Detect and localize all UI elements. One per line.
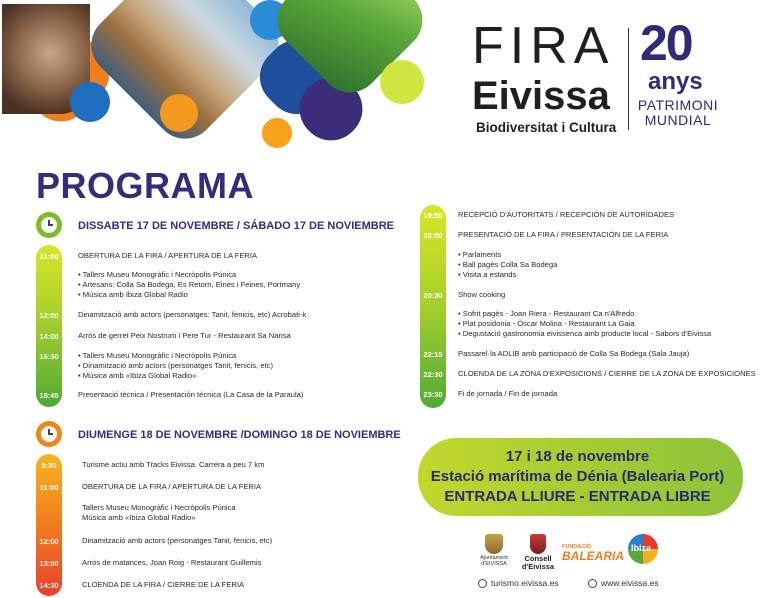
event-line: Turisme actiu amb Tracks Eivissa. Carrera a peu 7 km (82, 460, 265, 469)
event-line: Presentació tècnica / Presentación técnica (La Casa de la Paraula) (78, 390, 304, 399)
event-time: 20:30 (423, 291, 443, 300)
event-item (78, 390, 303, 400)
heritage-label: PATRIMONI MUNDIAL (637, 97, 719, 128)
event-item (458, 309, 711, 339)
event-item (82, 460, 264, 470)
event-line: • Dinamització amb actors (personatges Tanit, fenicis, etc) (78, 361, 273, 371)
event-time: 22:30 (423, 370, 443, 379)
event-time: 12:00 (39, 311, 59, 320)
event-item (458, 210, 674, 220)
event-line: Música amb «Ibiza Global Radio» (82, 513, 196, 523)
event-item (458, 389, 557, 399)
clock-icon (36, 421, 62, 447)
event-line: Passarel·la ADLIB amb participació de Colla Sa Bodega (Sala Jauja) (458, 349, 690, 358)
event-line: • Sofrit pagès - Joan Riera - Restaurant Ca n'Alfredo (458, 309, 635, 318)
event-item (78, 310, 306, 320)
day-heading-saturday: DISSABTE 17 DE NOVEMBRE / SÁBADO 17 DE NOVIEMBRE (78, 220, 395, 232)
event-line: • Visita a estands (458, 270, 517, 280)
page-title: PROGRAMA (36, 165, 254, 206)
event-time: 13:00 (39, 559, 59, 568)
globe-icon (588, 579, 597, 588)
event-item (458, 250, 557, 280)
event-time: 20:00 (423, 231, 443, 240)
event-line: • Ball pagès Colla Sa Bodega (458, 260, 558, 270)
banner-dates: 17 i 18 de novembre (505, 448, 650, 465)
sponsor-ibiza (622, 534, 664, 564)
website-link-turismo[interactable] (478, 578, 559, 588)
banner-entry: ENTRADA LLIURE - ENTRADA LIBRE (444, 488, 711, 505)
banner-venue: Estació marítima de Dénia (Balearia Port) (430, 468, 725, 485)
sponsor-label: Ibiza (631, 543, 652, 553)
sponsor-ajuntament (470, 534, 518, 567)
event-item (78, 270, 300, 300)
timeline-bar-saturday (36, 245, 62, 407)
logo-divider (628, 28, 629, 130)
sponsor-label-small: FUNDACIÓ (562, 544, 592, 550)
event-info-banner (418, 438, 743, 516)
website-text: www.eivissa.es (601, 578, 659, 588)
event-item (78, 331, 291, 341)
event-item (458, 369, 756, 379)
event-line: • Música amb «Ibiza Global Radio» (78, 371, 197, 381)
timeline-bar-sunday (36, 454, 62, 596)
event-time: 22:15 (423, 350, 443, 359)
event-time: 23:30 (423, 390, 443, 399)
event-line: Show cooking (458, 290, 506, 299)
event-time: 14:30 (39, 581, 59, 590)
sponsor-label: BALEARIA (562, 549, 624, 563)
event-time: 11:00 (39, 252, 59, 261)
event-item (458, 230, 668, 240)
event-line: Fi de jornada / Fin de jornada (458, 389, 558, 398)
globe-icon (478, 579, 487, 588)
sponsor-fundacio (562, 544, 624, 563)
event-item (78, 251, 257, 261)
event-time: 12:00 (39, 537, 59, 546)
crest-icon (485, 534, 503, 554)
event-item (78, 351, 273, 381)
event-line: Dinamització amb actors (personatges: Tanit, fenicis, etc) Acrobati-k (78, 310, 307, 319)
event-time: 9:30 (41, 461, 57, 470)
event-line: • Tallers Museu Monogràfic i Necròpolis Púnica (78, 270, 237, 279)
website-text: turismo.eivissa.es (491, 578, 559, 588)
event-item (458, 290, 505, 300)
event-item (82, 503, 236, 523)
event-time: 16:30 (39, 352, 59, 361)
day-heading-sunday: DIUMENGE 18 DE NOVEMBRE /DOMINGO 18 DE NOVIEMBRE (78, 429, 401, 441)
event-line: Dinamització amb actors (personatges Tanit, fenicis, etc) (82, 536, 273, 545)
crest-icon (530, 534, 546, 554)
event-time: 14:00 (39, 332, 59, 341)
event-time: 11:00 (39, 483, 59, 492)
event-time: 18:45 (39, 391, 59, 400)
event-item (82, 580, 244, 590)
anniversary-word: anys (648, 68, 703, 95)
event-item (82, 536, 272, 546)
logo-subtitle: Biodiversitat i Cultura (476, 120, 617, 135)
event-line: OBERTURA DE LA FIRA / APERTURA DE LA FERIA (82, 482, 262, 491)
logo-eivissa: Eivissa (472, 74, 610, 118)
event-time: 19:50 (423, 211, 443, 220)
event-line: RECEPCIÓ D'AUTORITATS / RECEPCIÓN DE AUTORIDADES (458, 210, 675, 219)
clock-icon (36, 212, 62, 238)
ibiza-logo-icon (628, 534, 658, 564)
sponsor-label: Consell d'Eivissa (521, 554, 555, 572)
event-line: • Artesans: Colla Sa Bodega, Es Retorn, Eines i Feines, Portmany (78, 280, 301, 290)
event-line: • Tallers Museu Monogràfic i Necròpolis Púnica (78, 351, 237, 360)
event-item (458, 349, 689, 359)
sponsor-consell (516, 534, 560, 572)
website-link-eivissa[interactable] (588, 578, 659, 588)
event-item (82, 482, 261, 492)
logo-fira: FIRA (472, 17, 615, 75)
sponsor-label: Ajuntament d'EIVISSA (480, 555, 508, 568)
event-line: • Música amb Ibiza Global Radio (78, 290, 188, 300)
event-line: OBERTURA DE LA FIRA / APERTURA DE LA FERIA (78, 251, 258, 260)
event-line: Arròs de gerret Peix Nostrum i Pere Tur - Restaurant Sa Nansa (78, 331, 291, 340)
event-line: Arròs de matances, Joan Roig - Restaurant Guillemis (82, 558, 262, 567)
event-line: • Plat posidonia - Òscar Molina - Restaurant La Gaia (458, 319, 635, 329)
header-collage (0, 0, 430, 160)
event-line: PRESENTACIÓ DE LA FIRA / PRESENTACIÓN DE LA FERIA (458, 230, 669, 239)
event-line: CLOENDA DE LA FIRA / CIERRE DE LA FERIA (82, 580, 245, 589)
anniversary-number: 20 (640, 15, 692, 71)
event-line: • Degustació gastronomia eivissenca amb producte local - Sabors d'Eivissa (458, 329, 712, 339)
event-line: • Parlaments (458, 250, 502, 259)
event-line: Tallers Museu Monogràfic i Necròpolis Púnica (82, 503, 236, 512)
decor-tile (256, 112, 298, 154)
event-item (82, 558, 261, 568)
event-line: CLOENDA DE LA ZONA D'EXPOSICIONS / CIERRE DE LA ZONA DE EXPOSICIONES (458, 369, 756, 378)
